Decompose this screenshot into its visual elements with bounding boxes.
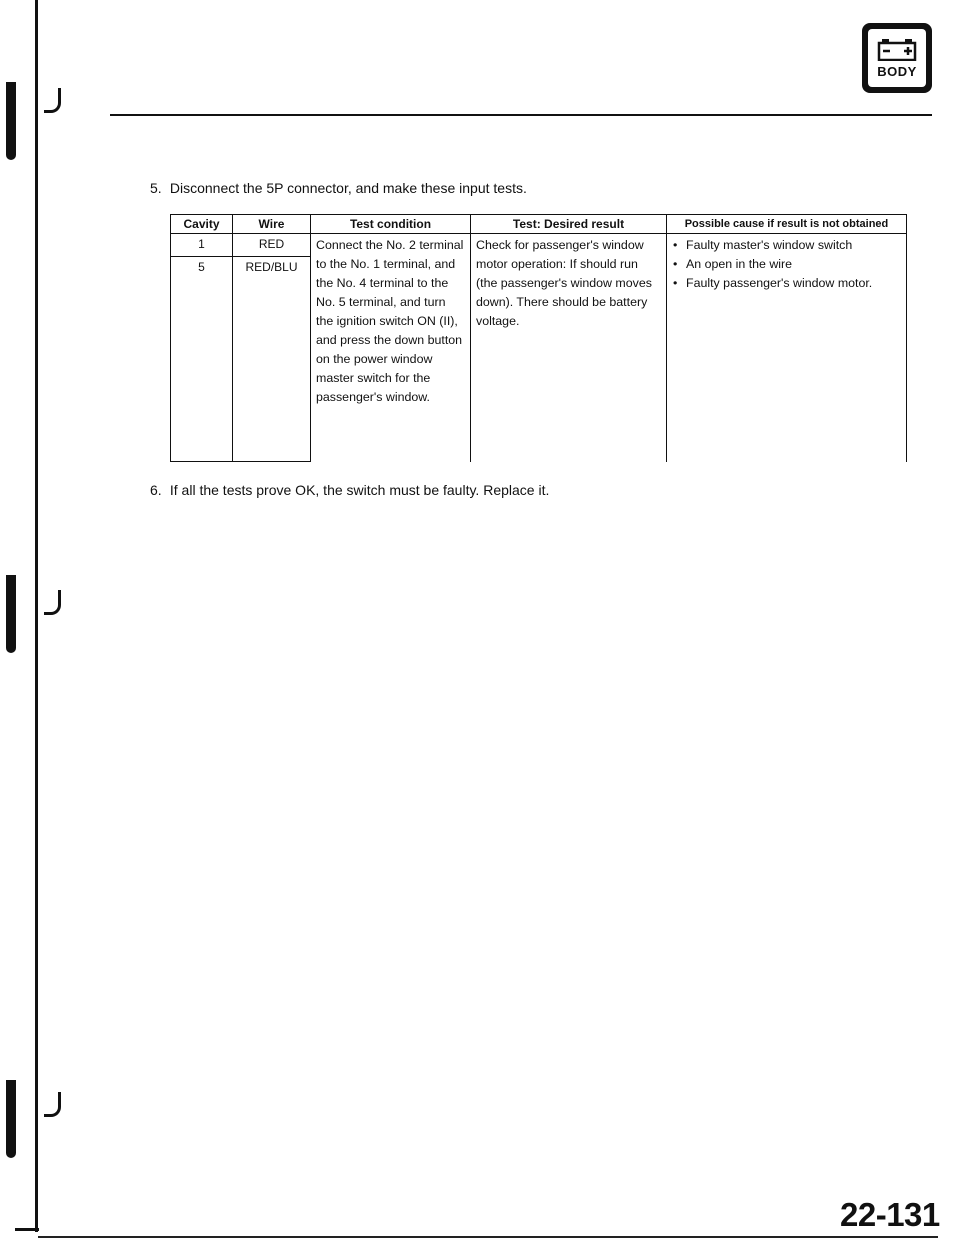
list-item: • Faulty passenger's window motor. <box>672 274 901 293</box>
wire-cell: RED <box>233 234 311 257</box>
header-wire: Wire <box>233 215 311 234</box>
header-cavity: Cavity <box>171 215 233 234</box>
header-rule <box>110 114 932 116</box>
margin-tab-top <box>6 82 16 160</box>
badge-label: BODY <box>877 64 917 79</box>
section-badge <box>862 23 932 93</box>
table-row <box>171 234 907 257</box>
margin-hook-bottom <box>44 1092 61 1117</box>
binding-line-foot <box>15 1228 39 1231</box>
header-test-condition: Test condition <box>311 215 471 234</box>
step-6-number: 6. <box>150 482 162 498</box>
table-header-row <box>171 215 907 234</box>
page-number: 22-131 <box>840 1196 940 1233</box>
header-desired-result: Test: Desired result <box>471 215 667 234</box>
list-item: • Faulty master's window switch <box>672 236 901 255</box>
margin-tab-bottom <box>6 1080 16 1158</box>
cavity-cell: 5 <box>171 257 233 462</box>
header-possible-cause: Possible cause if result is not obtained <box>667 215 907 234</box>
wire-cell: RED/BLU <box>233 257 311 462</box>
battery-minus-plus-icon <box>877 37 917 61</box>
step-6-text: If all the tests prove OK, the switch must be faulty. Replace it. <box>169 482 550 498</box>
step-5 <box>150 180 527 196</box>
margin-hook-middle <box>44 590 61 615</box>
margin-hook-top <box>44 88 61 113</box>
list-item: • An open in the wire <box>672 255 901 274</box>
step-5-text: Disconnect the 5P connector, and make these input tests. <box>169 180 527 196</box>
desired-result-cell: Check for passenger's window motor operation: If should run (the passenger's window moves down). There should be battery voltage. <box>471 234 667 462</box>
step-5-number: 5. <box>150 180 162 196</box>
cavity-cell: 1 <box>171 234 233 257</box>
bottom-rule <box>38 1236 938 1238</box>
possible-cause-list <box>672 236 901 293</box>
margin-tab-middle <box>6 575 16 653</box>
step-6 <box>150 482 549 498</box>
possible-cause-cell <box>667 234 907 462</box>
binding-line <box>35 0 38 1232</box>
input-test-table <box>170 214 907 462</box>
test-condition-cell: Connect the No. 2 terminal to the No. 1 terminal, and the No. 4 terminal to the No. 5 terminal, and turn the ignition switch ON (II), and press the down button on the power window master switch for the passenger's window. <box>311 234 471 462</box>
